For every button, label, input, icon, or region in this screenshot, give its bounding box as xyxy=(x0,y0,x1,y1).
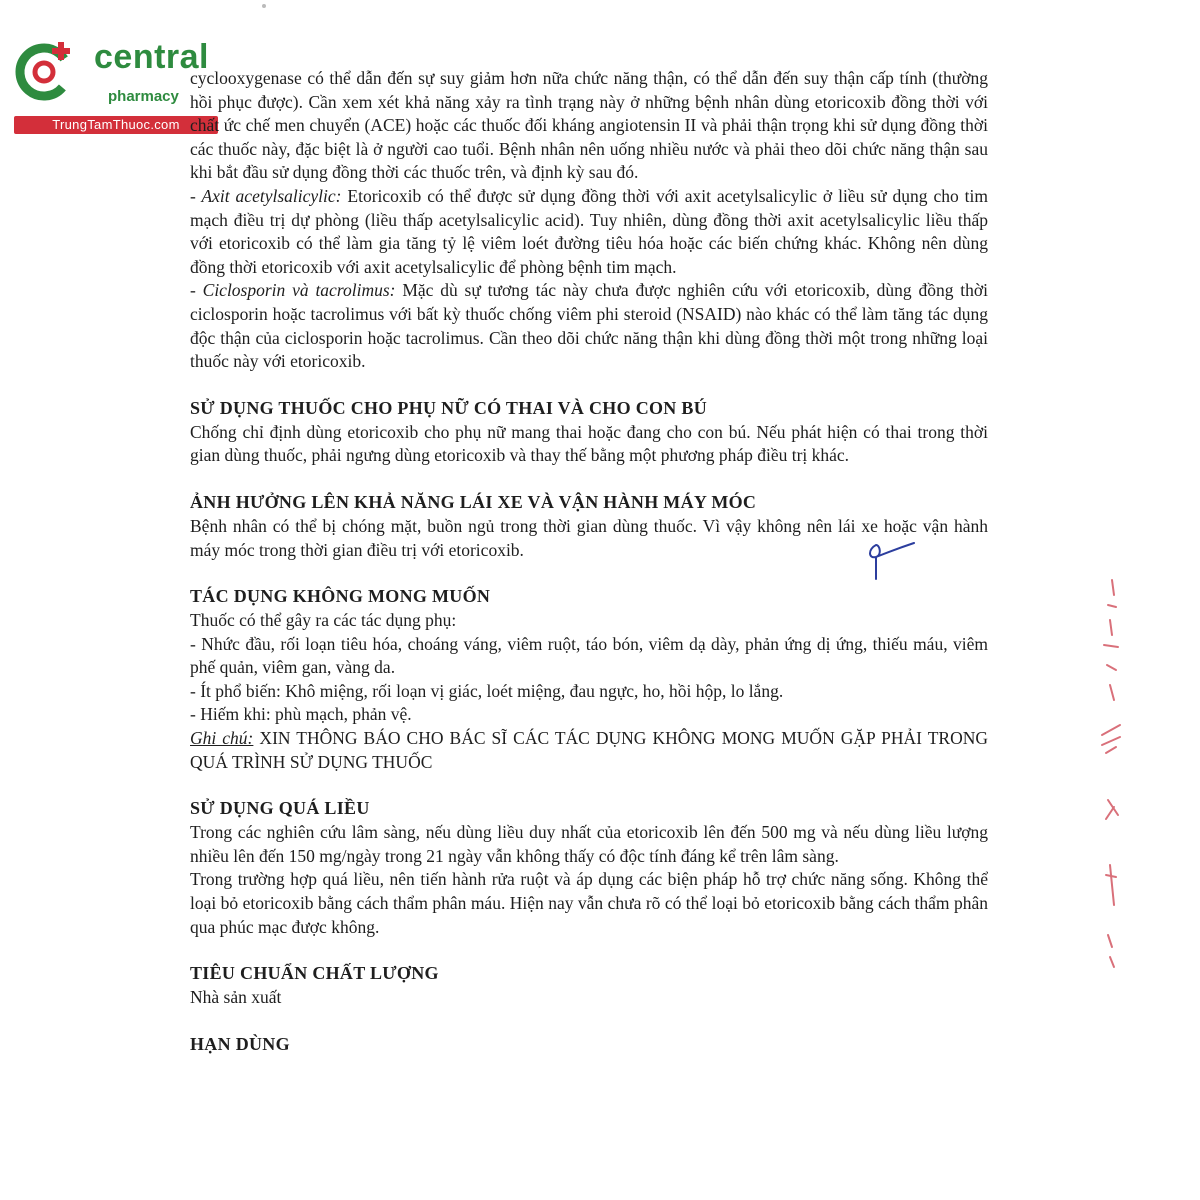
overdose-paragraph: Trong trường hợp quá liều, nên tiến hành rửa ruột và áp dụng các biện pháp hỗ trợ chức năng sống. Không thể loại bỏ etoricoxib bằng cách thẩm phân máu. Hiện nay vẫn chưa rõ có thể loại bỏ etoricoxib bằng cách thẩm phân qua phúc mạc được không. xyxy=(190,869,988,937)
side-effect-item: - Hiếm khi: phù mạch, phản vệ. xyxy=(190,704,412,725)
intro-paragraph: cyclooxygenase có thể dẫn đến sự suy giảm hơn nữa chức năng thận, có thể dẫn đến suy thận cấp tính (thường hồi phục được). Cần xem xét khả năng xảy ra tình trạng này ở những bệnh nhân dùng etoricoxib đồng thời với chất ức chế men chuyển (ACE) hoặc các thuốc đối kháng angiotensin II và phải thận trọng khi sử dụng đồng thời các thuốc này, đặc biệt là ở người cao tuổi. Bệnh nhân nên uống nhiều nước và phải theo dõi chức năng thận sau khi bắt đầu sử dụng đồng thời các thuốc trên, và định kỳ sau đó. xyxy=(190,68,988,183)
interaction-text: Mặc dù sự tương tác này chưa được nghiên cứu với etoricoxib, dùng đồng thời ciclosporin hoặc tacrolimus với bất kỳ thuốc chống viêm phi steroid (NSAID) nào khác có thể làm tăng tác dụng độc thận của ciclosporin hoặc tacrolimus. Cần theo dõi chức năng thận khi dùng đồng thời một trong những loại thuốc này với etoricoxib. xyxy=(190,280,988,372)
section-heading-overdose: SỬ DỤNG QUÁ LIỀU xyxy=(190,798,370,819)
side-effects-note xyxy=(190,727,988,774)
scan-dot xyxy=(262,4,266,8)
side-effect-item: - Nhức đầu, rối loạn tiêu hóa, choáng váng, viêm ruột, táo bón, viêm dạ dày, phản ứng dị ứng, thiếu máu, viêm phế quản, viêm gan, vàng da. xyxy=(190,633,988,678)
brand-website[interactable]: TrungTamThuoc.com xyxy=(14,116,218,134)
section-heading-pregnancy: SỬ DỤNG THUỐC CHO PHỤ NỮ CÓ THAI VÀ CHO CON BÚ xyxy=(190,397,707,418)
handwritten-signature xyxy=(860,535,920,585)
brand-name: central xyxy=(94,38,209,76)
side-effect-item: - Ít phổ biến: Khô miệng, rối loạn vị giác, loét miệng, đau ngực, ho, hồi hộp, lo lắng. xyxy=(190,680,784,701)
driving-text: Bệnh nhân có thể bị chóng mặt, buồn ngủ trong thời gian dùng thuốc. Vì vậy không nên lái xe hoặc vận hành máy móc trong thời gian điều trị với etoricoxib. xyxy=(190,515,988,560)
red-stamp-mark xyxy=(1092,575,1132,975)
pharmacy-cross-icon xyxy=(14,38,80,104)
brand-subtitle: pharmacy xyxy=(108,88,179,105)
overdose-paragraph: Trong các nghiên cứu lâm sàng, nếu dùng liều duy nhất của etoricoxib lên đến 500 mg và nếu dùng liều lượng nhiều lên đến 150 mg/ngày trong 21 ngày vẫn không thấy có độc tính đáng kể trên lâm sàng. xyxy=(190,822,988,866)
interaction-ciclosporin xyxy=(190,279,988,373)
interaction-label: - Axit acetylsalicylic: xyxy=(190,185,342,206)
section-heading-driving: ẢNH HƯỞNG LÊN KHẢ NĂNG LÁI XE VÀ VẬN HÀNH MÁY MÓC xyxy=(190,491,757,512)
pregnancy-text: Chống chỉ định dùng etoricoxib cho phụ nữ mang thai hoặc đang cho con bú. Nếu phát hiện có thai trong thời gian dùng thuốc, phải ngưng dùng etoricoxib và thay thế bằng một phương pháp điều trị khác. xyxy=(190,421,988,466)
side-effects-intro: Thuốc có thể gây ra các tác dụng phụ: xyxy=(190,610,457,631)
note-label: Ghi chú: xyxy=(190,728,254,749)
section-heading-quality: TIÊU CHUẨN CHẤT LƯỢNG xyxy=(190,963,439,984)
interaction-text: Etoricoxib có thể được sử dụng đồng thời với axit acetylsalicylic ở liều sử dụng cho tim mạch điều trị dự phòng (liều thấp acetylsalicylic acid). Tuy nhiên, dùng đồng thời axit acetylsalicylic liều thấp với etoricoxib có thể làm gia tăng tỷ lệ viêm loét đường tiêu hóa hoặc các biến chứng khác. Không nên dùng đồng thời etoricoxib với axit acetylsalicylic để phòng bệnh tim mạch. xyxy=(190,185,989,277)
quality-text: Nhà sản xuất xyxy=(190,987,282,1008)
interaction-aspirin xyxy=(190,185,988,279)
note-text: XIN THÔNG BÁO CHO BÁC SĨ CÁC TÁC DỤNG KHÔNG MONG MUỐN GẶP PHẢI TRONG QUÁ TRÌNH SỬ DỤNG THUỐC xyxy=(190,728,988,772)
interaction-label: - Ciclosporin và tacrolimus: xyxy=(190,280,396,301)
section-heading-expiry: HẠN DÙNG xyxy=(190,1033,290,1054)
section-heading-side-effects: TÁC DỤNG KHÔNG MONG MUỐN xyxy=(190,586,491,607)
